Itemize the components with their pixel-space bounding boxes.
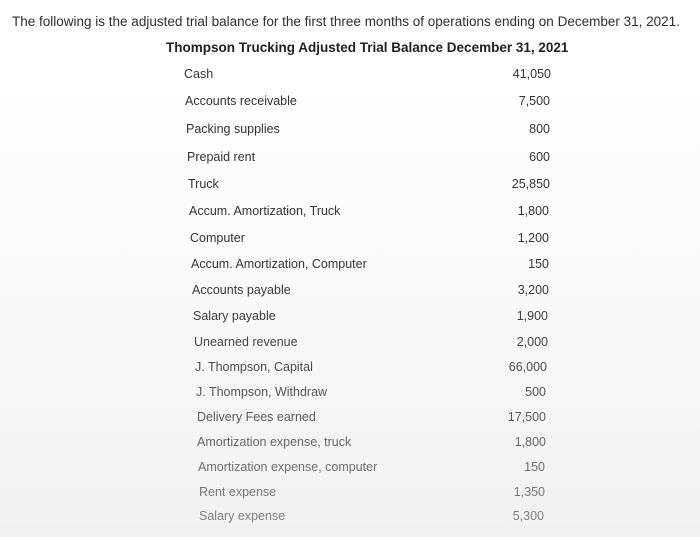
- account-name: Cash: [184, 67, 214, 81]
- account-name: Salary expense: [199, 509, 286, 523]
- table-row: [186, 122, 550, 142]
- account-name: J. Thompson, Capital: [195, 360, 313, 374]
- account-amount: 500: [525, 385, 546, 399]
- account-name: Accounts payable: [192, 283, 291, 297]
- table-row: [195, 360, 547, 380]
- account-name: Amortization expense, computer: [198, 460, 378, 474]
- account-amount: 600: [529, 150, 550, 164]
- account-amount: 1,900: [516, 309, 548, 323]
- account-amount: 150: [528, 257, 549, 271]
- account-name: Accum. Amortization, Computer: [191, 257, 367, 271]
- table-row: [194, 335, 548, 355]
- account-name: Amortization expense, truck: [197, 435, 352, 449]
- table-row: [197, 410, 546, 430]
- account-name: Salary payable: [193, 309, 276, 323]
- account-amount: 800: [529, 122, 550, 136]
- table-row: [190, 231, 549, 251]
- account-name: J. Thompson, Withdraw: [196, 385, 328, 399]
- account-name: Truck: [188, 177, 219, 191]
- account-amount: 150: [524, 460, 545, 474]
- table-row: [185, 94, 550, 114]
- account-name: Prepaid rent: [187, 150, 256, 164]
- account-name: Accounts receivable: [185, 94, 297, 108]
- account-name: Packing supplies: [186, 122, 280, 136]
- intro-text: The following is the adjusted trial balance for the first three months of operations ending on December 31, 2021.: [12, 14, 680, 29]
- account-amount: 7,500: [518, 94, 550, 108]
- account-name: Rent expense: [199, 485, 277, 499]
- account-amount: 2,000: [516, 335, 548, 349]
- account-amount: 5,300: [512, 509, 544, 523]
- account-name: Unearned revenue: [194, 335, 298, 349]
- account-amount: 3,200: [517, 283, 549, 297]
- table-row: [196, 385, 546, 405]
- table-row: [192, 283, 549, 303]
- account-name: Accum. Amortization, Truck: [189, 204, 341, 218]
- table-row: [193, 309, 548, 329]
- table-row: [197, 435, 546, 455]
- account-amount: 41,050: [512, 67, 551, 81]
- account-amount: 1,800: [517, 204, 549, 218]
- table-row: [198, 460, 545, 480]
- account-amount: 66,000: [508, 360, 547, 374]
- table-row: [184, 67, 551, 87]
- account-name: Delivery Fees earned: [197, 410, 316, 424]
- account-amount: 25,850: [511, 177, 550, 191]
- table-row: [199, 509, 544, 529]
- table-row: [189, 204, 549, 224]
- table-row: [191, 257, 549, 277]
- table-row: [199, 485, 545, 505]
- account-amount: 1,350: [513, 485, 545, 499]
- account-amount: 1,800: [514, 435, 546, 449]
- account-amount: 17,500: [507, 410, 546, 424]
- table-row: [187, 150, 550, 170]
- table-row: [188, 177, 550, 197]
- account-name: Computer: [190, 231, 245, 245]
- account-amount: 1,200: [517, 231, 549, 245]
- trial-balance-title: Thompson Trucking Adjusted Trial Balance December 31, 2021: [166, 40, 569, 55]
